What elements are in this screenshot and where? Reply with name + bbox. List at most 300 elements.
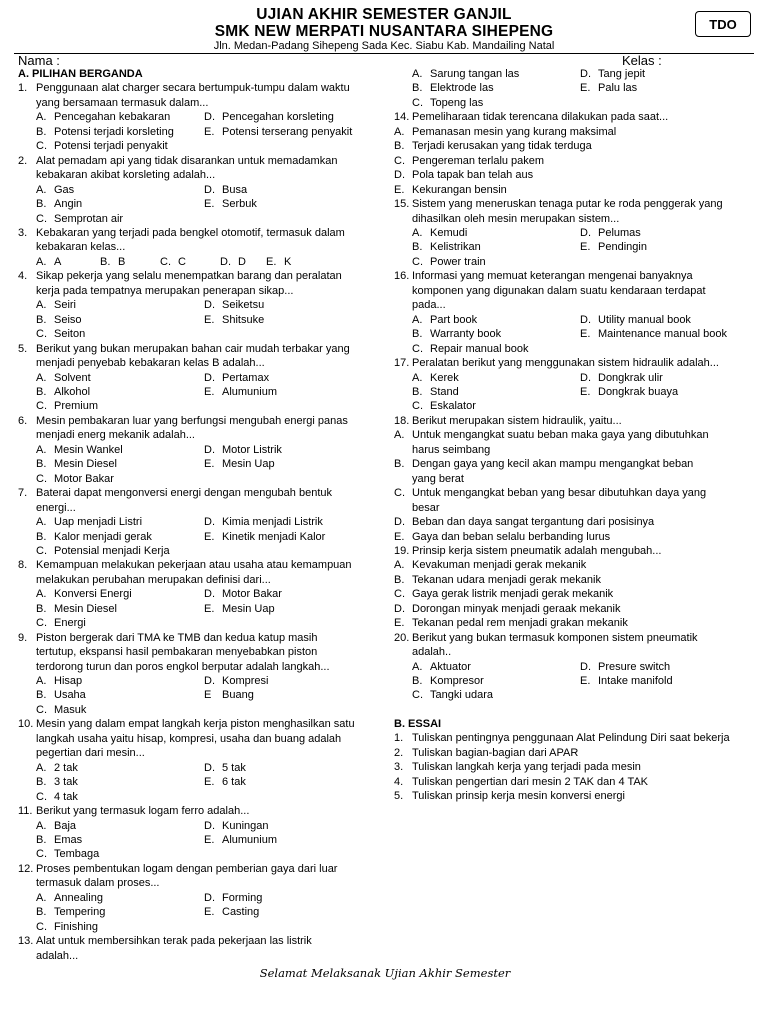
answer-option <box>36 183 204 197</box>
question-number: 5. <box>18 342 28 355</box>
option-text: Annealing <box>54 891 103 904</box>
option-text: Alumunium <box>222 385 278 398</box>
answer-option <box>204 183 380 197</box>
option-text: Tangki udara <box>430 689 493 702</box>
option-text: harus seimbang <box>412 443 491 456</box>
question-number: 18. <box>394 414 410 427</box>
option-grid <box>18 183 380 226</box>
answer-option <box>36 847 204 861</box>
option-text: Elektrode las <box>430 82 494 95</box>
option-text: Power train <box>430 255 486 268</box>
question-1 <box>18 81 380 153</box>
option-letter: E. <box>580 82 591 95</box>
question-18 <box>394 414 756 544</box>
answer-option <box>36 472 204 486</box>
question-stem <box>394 356 756 370</box>
answer-option <box>36 544 204 558</box>
answer-option <box>204 891 380 905</box>
question-number: 16. <box>394 270 410 283</box>
option-text: Finishing <box>54 920 99 933</box>
option-list <box>394 428 756 544</box>
essay-number: 4. <box>394 775 404 788</box>
option-letter: B. <box>36 602 47 615</box>
option-list <box>394 558 756 630</box>
option-text: 4 tak <box>54 790 78 803</box>
option-text: Pola tapak ban telah aus <box>412 169 534 182</box>
option-text: Pertamax <box>222 371 270 384</box>
question-3 <box>18 226 380 269</box>
question-20 <box>394 631 756 703</box>
option-grid <box>18 110 380 153</box>
option-letter: D. <box>204 761 215 774</box>
option-text: Untuk mengangkat suatu beban maka gaya yang dibutuhkan <box>412 429 709 442</box>
option-letter: E. <box>580 241 591 254</box>
question-text: dihasilkan oleh mesin merupakan sistem... <box>412 212 620 225</box>
option-text: Mesin Uap <box>222 602 275 615</box>
question-9 <box>18 631 380 718</box>
option-text: Tembaga <box>54 848 100 861</box>
answer-option <box>412 81 580 95</box>
option-grid <box>394 371 756 414</box>
answer-option <box>36 313 204 327</box>
question-number: 13. <box>18 935 34 948</box>
question-text: yang bersamaan termasuk dalam... <box>36 96 209 109</box>
option-letter: A. <box>36 819 47 832</box>
option-letter: A. <box>36 255 47 268</box>
question-text: Baterai dapat mengonversi energi dengan mengubah bentuk <box>36 487 332 500</box>
essay-question-2 <box>394 746 756 760</box>
option-letter: E. <box>204 385 215 398</box>
question-text: Pemeliharaan tidak terencana dilakukan pada saat... <box>412 111 669 124</box>
option-grid <box>394 313 756 356</box>
option-letter: A. <box>394 429 405 442</box>
option-text: Uap menjadi Listri <box>54 516 143 529</box>
answer-option <box>204 819 380 833</box>
option-letter: B. <box>100 255 111 268</box>
section-a-heading: A. PILIHAN BERGANDA <box>18 68 143 80</box>
answer-option <box>580 226 756 240</box>
option-text: Kuningan <box>222 819 269 832</box>
option-text: Angin <box>54 198 83 211</box>
option-text: Mesin Diesel <box>54 458 117 471</box>
option-letter: C. <box>412 342 423 355</box>
answer-option <box>394 530 756 544</box>
option-letter: E. <box>580 675 591 688</box>
answer-option <box>204 385 380 399</box>
question-text: pada... <box>412 299 446 312</box>
answer-option <box>36 443 204 457</box>
answer-option <box>580 327 756 341</box>
option-letter: C. <box>412 400 423 413</box>
question-text: Informasi yang memuat keterangan mengenai banyaknya <box>412 270 693 283</box>
option-text: Terjadi kerusakan yang tidak terduga <box>412 140 592 153</box>
exam-title: UJIAN AKHIR SEMESTER GANJIL <box>256 6 512 23</box>
option-letter: D. <box>204 819 215 832</box>
question-number: 20. <box>394 631 410 644</box>
answer-option <box>580 313 756 327</box>
answer-option <box>412 96 580 110</box>
question-stem <box>394 269 756 312</box>
answer-option <box>36 515 204 529</box>
question-text: Piston bergerak dari TMA ke TMB dan kedua katup masih <box>36 631 318 644</box>
option-letter: D. <box>204 299 215 312</box>
question-text: Alat untuk membersihkan terak pada pekerjaan las listrik <box>36 935 312 948</box>
question-text: Berikut yang termasuk logam ferro adalah... <box>36 805 250 818</box>
option-letter: B. <box>394 573 405 586</box>
answer-option <box>412 660 580 674</box>
option-letter: D. <box>580 660 591 673</box>
option-letter: C. <box>36 703 47 716</box>
question-8 <box>18 558 380 630</box>
question-stem <box>394 414 756 428</box>
question-stem <box>18 269 380 298</box>
essay-question-3 <box>394 760 756 774</box>
option-text: Mesin Wankel <box>54 443 123 456</box>
answer-option <box>204 298 380 312</box>
question-text: langkah usaha yaitu hisap, kompresi, usaha dan buang adalah <box>36 732 342 745</box>
option-text: Dengan gaya yang kecil akan mampu mengangkat beban <box>412 458 694 471</box>
option-letter: D. <box>204 675 215 688</box>
answer-option <box>580 371 756 385</box>
option-text: Motor Listrik <box>222 443 282 456</box>
answer-option <box>394 428 756 457</box>
answer-option <box>394 587 756 601</box>
option-letter: B. <box>36 198 47 211</box>
essay-text: Tuliskan langkah kerja yang terjadi pada mesin <box>412 761 641 774</box>
option-letter: A. <box>394 559 405 572</box>
option-text: Tekanan udara menjadi gerak mekanik <box>412 573 601 586</box>
option-text: Busa <box>222 183 248 196</box>
option-text: Topeng las <box>430 96 484 109</box>
essay-number: 2. <box>394 746 404 759</box>
answer-option <box>412 342 580 356</box>
option-letter: B. <box>394 140 405 153</box>
answer-option <box>412 255 580 269</box>
question-text: Sistem yang meneruskan tenaga putar ke roda penggerak yang <box>412 198 723 211</box>
school-address: Jln. Medan-Padang Sihepeng Sada Kec. Siabu Kab. Mandailing Natal <box>213 40 555 52</box>
option-text: Mesin Uap <box>222 458 275 471</box>
question-stem <box>18 717 380 760</box>
option-text: Seiri <box>54 299 77 312</box>
answer-option <box>36 530 204 544</box>
answer-option <box>412 688 580 702</box>
answer-option <box>36 125 204 139</box>
option-text: Konversi Energi <box>54 588 132 601</box>
answer-option <box>220 255 266 269</box>
question-stem <box>394 631 756 660</box>
answer-option <box>36 197 204 211</box>
option-text: Untuk mengangkat beban yang besar dibutuhkan daya yang <box>412 487 707 500</box>
option-letter: E. <box>204 313 215 326</box>
answer-option <box>36 674 204 688</box>
option-text: Sarung tangan las <box>430 68 520 80</box>
option-text: Intake manifold <box>598 675 673 688</box>
option-letter: C. <box>394 487 405 500</box>
answer-option <box>36 110 204 124</box>
option-letter: B. <box>412 675 423 688</box>
answer-option <box>412 371 580 385</box>
question-number: 8. <box>18 559 28 572</box>
option-text: B <box>118 255 126 268</box>
option-text: Tempering <box>54 906 106 919</box>
option-letter: E. <box>580 328 591 341</box>
option-text: Part book <box>430 313 478 326</box>
answer-option <box>36 255 100 269</box>
option-letter: C. <box>36 140 47 153</box>
question-stem <box>18 154 380 183</box>
option-letter: C. <box>36 400 47 413</box>
question-stem <box>18 804 380 818</box>
essay-question-5 <box>394 789 756 803</box>
option-letter: A. <box>412 371 423 384</box>
option-text: Masuk <box>54 703 87 716</box>
question-text: Prinsip kerja sistem pneumatik adalah mengubah... <box>412 544 662 557</box>
option-letter: C. <box>36 790 47 803</box>
option-text: 3 tak <box>54 776 78 789</box>
option-text: Kinetik menjadi Kalor <box>222 530 326 543</box>
question-text: Berikut yang bukan termasuk komponen sistem pneumatik <box>412 631 698 644</box>
question-stem <box>394 544 756 558</box>
option-text: 2 tak <box>54 761 78 774</box>
school-name: SMK NEW MERPATI NUSANTARA SIHEPENG <box>214 23 554 40</box>
option-text: Seiketsu <box>222 299 265 312</box>
answer-option <box>204 602 380 616</box>
question-text: pegertian dari mesin... <box>36 747 145 760</box>
option-text: Dorongan minyak menjadi geraak mekanik <box>412 602 621 615</box>
essay-number: 5. <box>394 790 404 803</box>
option-grid <box>18 761 380 804</box>
option-letter: C. <box>36 544 47 557</box>
question-stem <box>394 197 756 226</box>
question-stem <box>18 862 380 891</box>
option-text: Casting <box>222 906 260 919</box>
option-row <box>18 255 380 269</box>
answer-option <box>204 775 380 789</box>
option-text: Motor Bakar <box>54 472 114 485</box>
answer-option <box>204 125 380 139</box>
option-text: Premium <box>54 400 99 413</box>
option-letter: D. <box>204 516 215 529</box>
class-label: Kelas : <box>622 53 662 68</box>
option-text: Potensial menjadi Kerja <box>54 544 170 557</box>
option-text: Buang <box>222 689 254 702</box>
option-letter: C. <box>412 96 423 109</box>
option-letter: E. <box>394 530 405 543</box>
option-text: Seiso <box>54 313 82 326</box>
answer-option <box>412 399 580 413</box>
option-letter: C. <box>36 328 47 341</box>
option-text: Gas <box>54 183 75 196</box>
option-letter: B. <box>36 385 47 398</box>
answer-option <box>394 183 756 197</box>
question-stem <box>18 558 380 587</box>
question-19 <box>394 544 756 631</box>
option-letter: A. <box>412 660 423 673</box>
option-letter: A. <box>36 371 47 384</box>
option-letter: A. <box>36 516 47 529</box>
option-text: Pencegahan kebakaran <box>54 111 171 124</box>
question-text: Penggunaan alat charger secara bertumpuk-tumpu dalam waktu <box>36 82 350 95</box>
option-letter: E. <box>204 906 215 919</box>
option-letter: E. <box>394 183 405 196</box>
option-letter: E. <box>204 125 215 138</box>
essay-number: 1. <box>394 732 404 745</box>
question-number: 11. <box>18 805 33 818</box>
option-letter: E. <box>204 834 215 847</box>
answer-option <box>36 385 204 399</box>
option-text: Pencegahan korsleting <box>222 111 334 124</box>
answer-option <box>204 110 380 124</box>
answer-option <box>412 240 580 254</box>
question-number: 4. <box>18 270 28 283</box>
option-letter: E <box>204 689 212 702</box>
option-grid <box>18 443 380 486</box>
answer-option <box>394 602 756 616</box>
option-letter: E. <box>204 776 215 789</box>
answer-option <box>204 197 380 211</box>
answer-option <box>36 399 204 413</box>
option-letter: A. <box>36 443 47 456</box>
question-text: tertutup, ekspansi hasil pembakaran menyebabkan piston <box>36 646 318 659</box>
answer-option <box>36 891 204 905</box>
option-letter: C. <box>36 212 47 225</box>
question-text: kebakaran akibat korsleting adalah... <box>36 169 216 182</box>
question-text: adalah... <box>36 949 79 962</box>
option-letter: D. <box>580 226 591 239</box>
answer-option <box>394 457 756 486</box>
question-7 <box>18 486 380 558</box>
option-text: Stand <box>430 385 459 398</box>
answer-option <box>36 819 204 833</box>
option-text: D <box>238 255 246 268</box>
answer-option <box>580 81 756 95</box>
option-letter: D. <box>394 169 405 182</box>
answer-option <box>412 226 580 240</box>
option-letter: D. <box>394 602 405 615</box>
option-text: Presure switch <box>598 660 671 673</box>
question-stem <box>18 81 380 110</box>
answer-option <box>412 385 580 399</box>
answer-option <box>394 486 756 515</box>
option-text: Baja <box>54 819 77 832</box>
essay-number: 3. <box>394 761 404 774</box>
question-number: 7. <box>18 487 28 500</box>
option-text: Usaha <box>54 689 86 702</box>
answer-option <box>580 240 756 254</box>
essay-text: Tuliskan prinsip kerja mesin konversi energi <box>412 790 625 803</box>
option-text: Gaya gerak listrik menjadi gerak mekanik <box>412 588 614 601</box>
answer-option <box>412 327 580 341</box>
option-grid <box>394 67 756 110</box>
option-text: Hisap <box>54 675 83 688</box>
question-text: termasuk dalam proses... <box>36 877 160 890</box>
answer-option <box>36 920 204 934</box>
option-text: Potensi terjadi korsleting <box>54 125 174 138</box>
question-number: 2. <box>18 154 28 167</box>
answer-option <box>204 530 380 544</box>
answer-option <box>36 327 204 341</box>
option-text: Tang jepit <box>598 68 646 80</box>
question-stem <box>394 110 756 124</box>
answer-option <box>100 255 160 269</box>
option-letter: D. <box>204 183 215 196</box>
option-grid <box>18 819 380 862</box>
option-letter: A. <box>36 183 47 196</box>
answer-option <box>36 833 204 847</box>
option-text: Gaya dan beban selalu berbanding lurus <box>412 530 611 543</box>
answer-option <box>266 255 380 269</box>
option-letter: A. <box>412 68 423 80</box>
option-letter: B. <box>412 82 423 95</box>
option-letter: B. <box>36 834 47 847</box>
spacer <box>394 703 756 717</box>
option-text: Kalor menjadi gerak <box>54 530 152 543</box>
option-letter: A. <box>412 313 423 326</box>
option-letter: C. <box>394 588 405 601</box>
option-grid <box>18 587 380 630</box>
option-text: Seiton <box>54 328 86 341</box>
option-text: Eskalator <box>430 400 476 413</box>
option-letter: D. <box>204 111 215 124</box>
answer-option <box>160 255 220 269</box>
option-text: Alumunium <box>222 834 278 847</box>
option-letter: D. <box>220 255 231 268</box>
answer-option <box>204 371 380 385</box>
option-text: Dongkrak ulir <box>598 371 663 384</box>
option-text: A <box>54 255 62 268</box>
question-text: Proses pembentukan logam dengan pemberian gaya dari luar <box>36 862 338 875</box>
question-number: 10. <box>18 718 34 731</box>
answer-option <box>394 573 756 587</box>
option-letter: B. <box>394 458 405 471</box>
option-letter: B. <box>412 241 423 254</box>
option-letter: B. <box>36 689 47 702</box>
answer-option <box>36 371 204 385</box>
answer-option <box>204 515 380 529</box>
option-text: Pemanasan mesin yang kurang maksimal <box>412 125 617 138</box>
answer-option <box>36 212 204 226</box>
option-text: Tekanan pedal rem menjadi grakan mekanik <box>412 617 628 630</box>
option-letter: B. <box>412 328 423 341</box>
exam-header <box>0 6 768 53</box>
question-text: melakukan perubahan merupakan definisi dari... <box>36 573 271 586</box>
question-text: komponen yang digunakan dalam suatu kendaraan terdapat <box>412 284 706 297</box>
option-text: Kerek <box>430 371 459 384</box>
option-letter: B. <box>36 906 47 919</box>
option-grid <box>394 226 756 269</box>
option-letter: D. <box>580 68 591 80</box>
question-number: 17. <box>394 357 410 370</box>
option-letter: C. <box>412 689 423 702</box>
essay-question-4 <box>394 775 756 789</box>
answer-option <box>204 688 380 702</box>
answer-option <box>36 688 204 702</box>
section-b-heading: B. ESSAI <box>394 717 442 730</box>
option-text: Forming <box>222 891 263 904</box>
option-text: Potensi terjadi penyakit <box>54 140 168 153</box>
essay-text: Tuliskan bagian-bagian dari APAR <box>412 746 579 759</box>
answer-option <box>412 67 580 81</box>
option-text: Serbuk <box>222 198 257 211</box>
name-label: Nama : <box>18 53 60 68</box>
option-letter: B. <box>36 125 47 138</box>
option-text: Palu las <box>598 82 638 95</box>
option-text: Repair manual book <box>430 342 529 355</box>
option-letter: B. <box>36 530 47 543</box>
answer-option <box>36 587 204 601</box>
answer-option <box>36 602 204 616</box>
option-letter: E. <box>204 198 215 211</box>
